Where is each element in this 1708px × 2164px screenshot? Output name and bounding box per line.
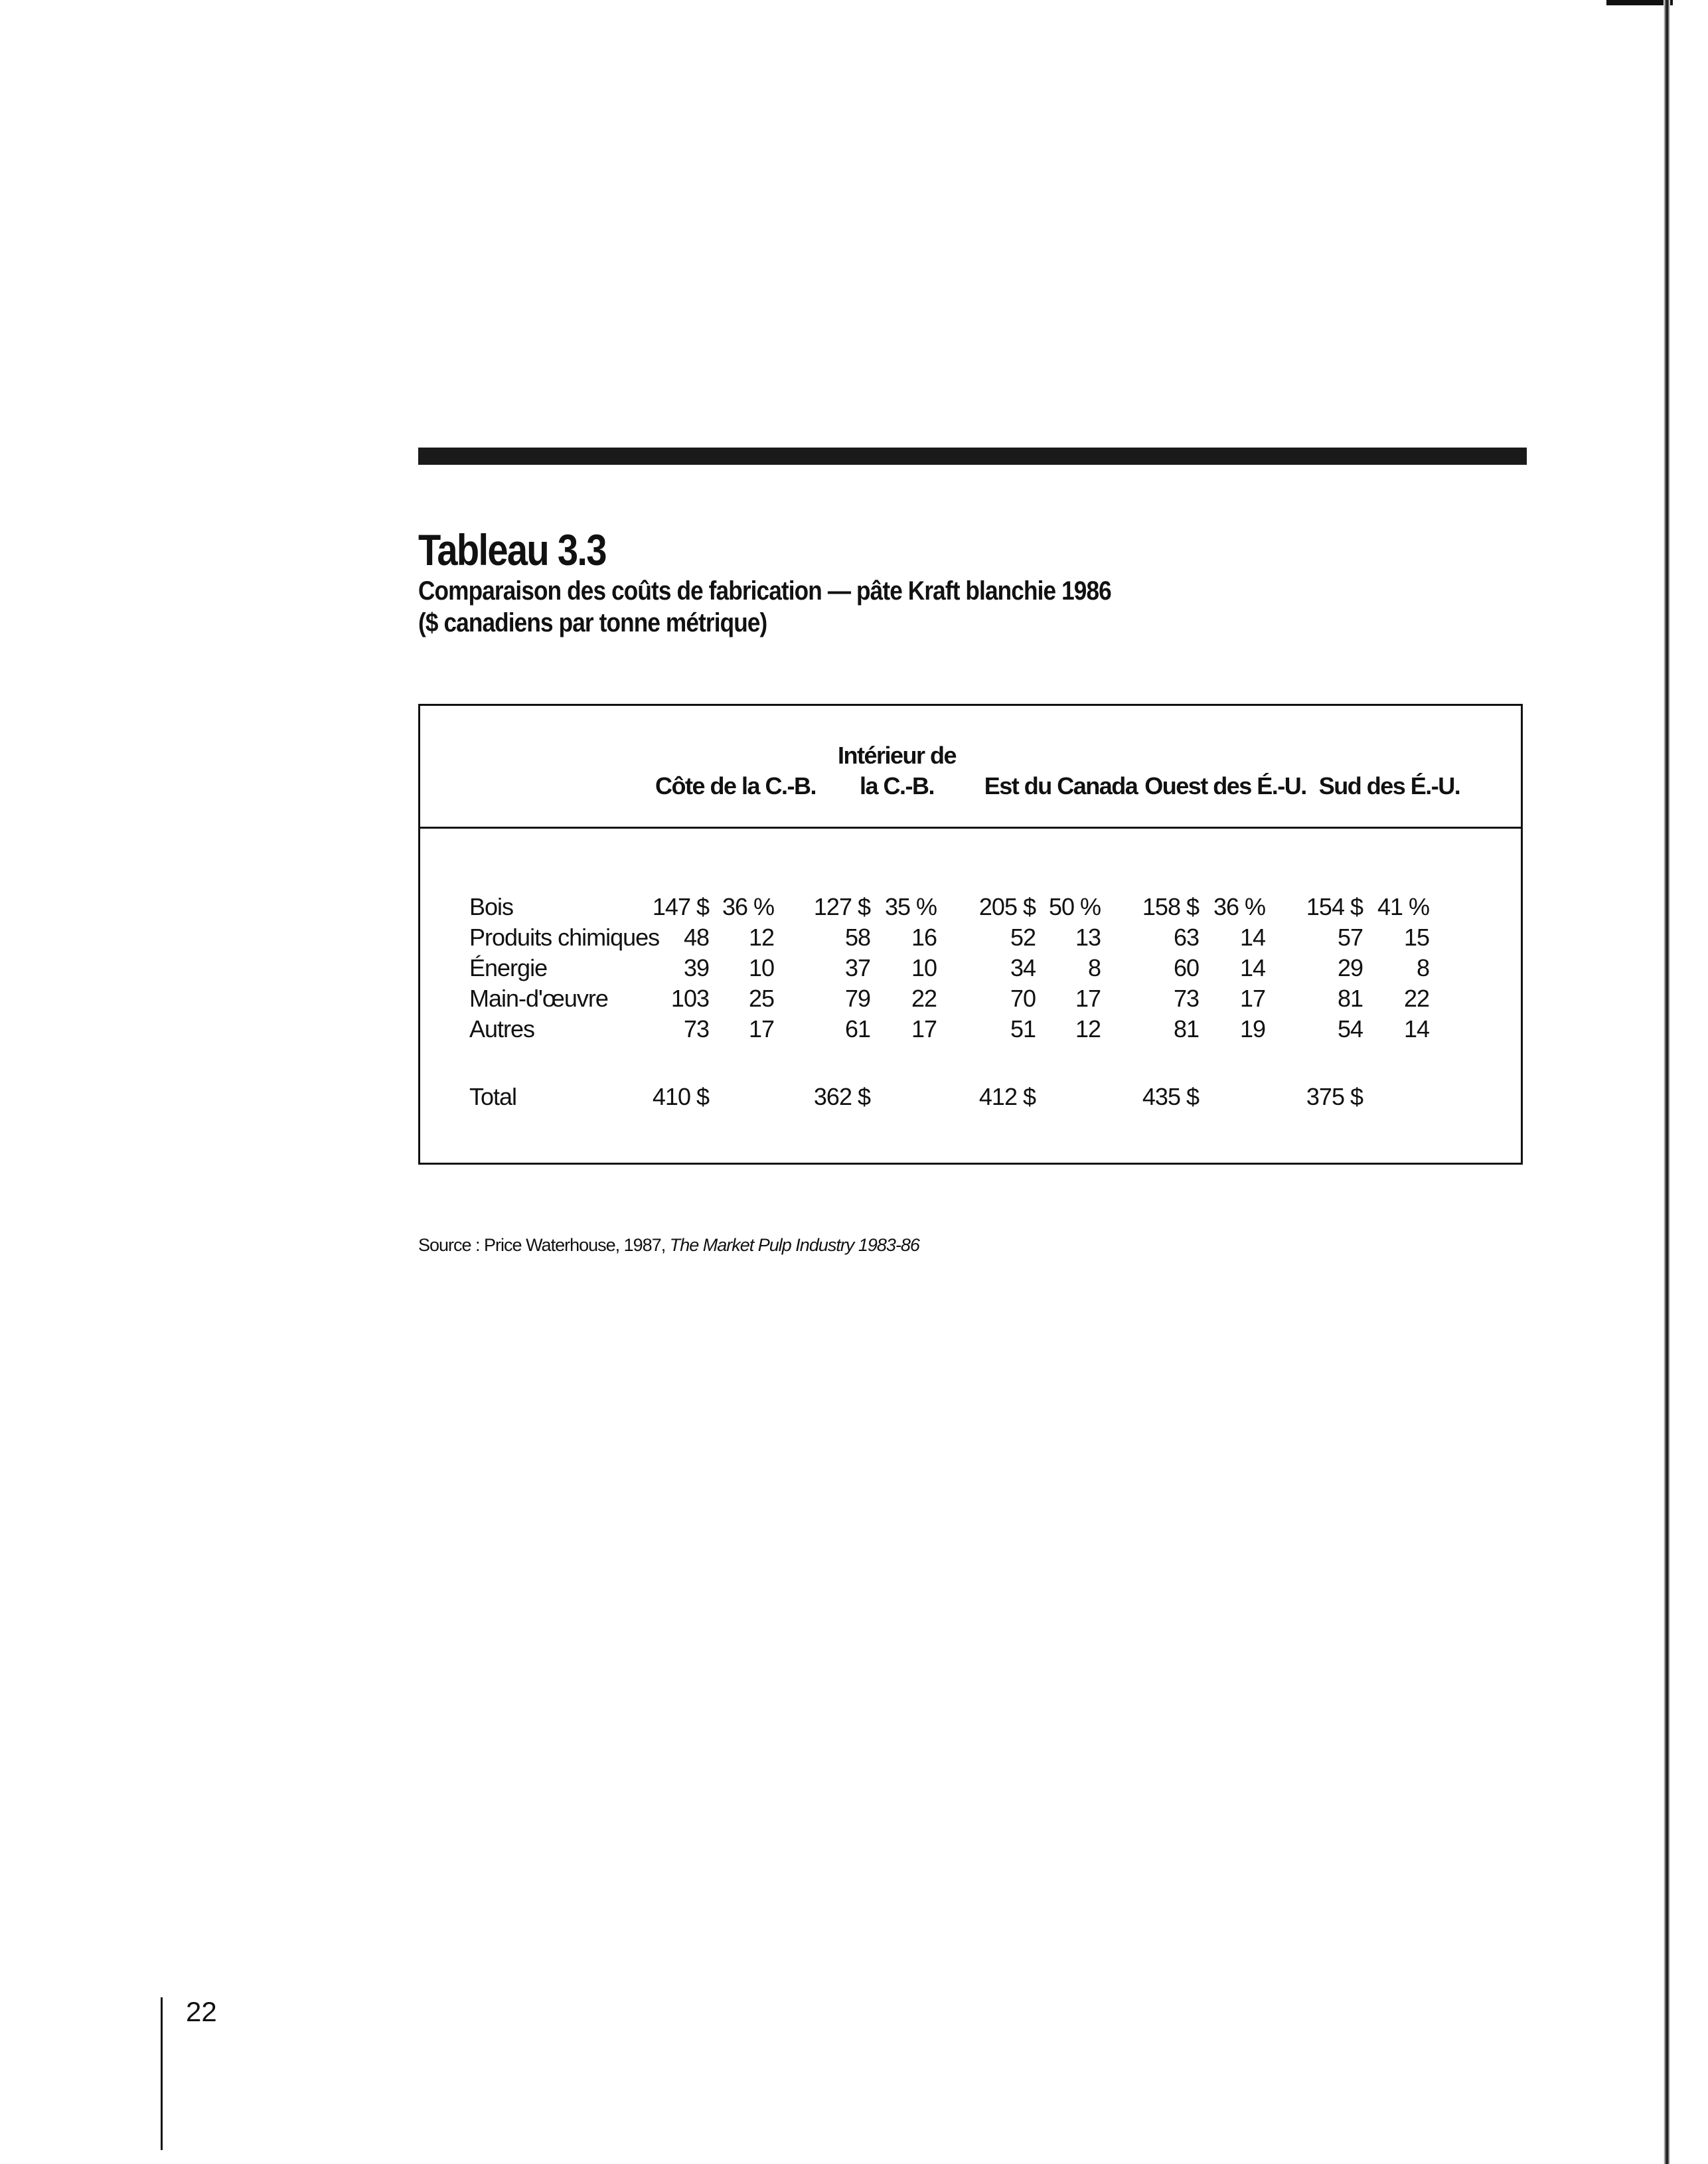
column-header: la C.-B.: [859, 772, 934, 799]
row-label: Produits chimiques: [469, 924, 660, 951]
total-value: 412 $: [978, 1083, 1036, 1110]
cost-percent: 22: [1403, 985, 1429, 1012]
cost-percent: 13: [1075, 924, 1101, 951]
total-value: 410 $: [652, 1083, 709, 1110]
cost-value: 39: [683, 954, 709, 981]
header-rule: [420, 827, 1521, 829]
cost-value: 37: [844, 954, 870, 981]
column-header: Côte de la C.-B.: [655, 772, 816, 799]
total-value: 435 $: [1142, 1083, 1199, 1110]
cost-value: 60: [1173, 954, 1199, 981]
cost-percent: 8: [1416, 954, 1429, 981]
row-label: Énergie: [469, 954, 548, 981]
cost-value: 63: [1173, 924, 1199, 951]
cost-value: 61: [844, 1015, 870, 1042]
cost-percent: 10: [748, 954, 774, 981]
cost-percent: 17: [1239, 985, 1265, 1012]
cost-value: 54: [1337, 1015, 1363, 1042]
top-rule: [418, 448, 1527, 465]
total-value: 362 $: [813, 1083, 870, 1110]
row-label: Bois: [469, 893, 514, 920]
column-header: Est du Canada: [984, 772, 1138, 799]
cost-value: 73: [1173, 985, 1199, 1012]
cost-value: 79: [844, 985, 870, 1012]
cost-percent: 22: [911, 985, 937, 1012]
total-value: 375 $: [1306, 1083, 1363, 1110]
cost-percent: 12: [748, 924, 774, 951]
cost-value: 205 $: [978, 893, 1036, 920]
margin-line: [161, 1997, 163, 2150]
cost-value: 70: [1010, 985, 1036, 1012]
cost-percent: 50 %: [1048, 893, 1101, 920]
cost-percent: 19: [1239, 1015, 1265, 1042]
source-prefix: Source : Price Waterhouse, 1987,: [418, 1235, 670, 1255]
cost-value: 154 $: [1306, 893, 1363, 920]
cost-value: 103: [670, 985, 709, 1012]
source-title: The Market Pulp Industry 1983-86: [669, 1235, 919, 1255]
cost-percent: 16: [911, 924, 937, 951]
table-heading: [418, 525, 1205, 639]
cost-percent: 8: [1087, 954, 1101, 981]
cost-value: 29: [1337, 954, 1363, 981]
cost-value: 57: [1337, 924, 1363, 951]
cost-percent: 41 %: [1377, 893, 1429, 920]
cost-value: 81: [1337, 985, 1363, 1012]
source-note: [418, 1234, 919, 1256]
cost-percent: 10: [911, 954, 937, 981]
column-header: Ouest des É.-U.: [1144, 772, 1306, 799]
column-header: Intérieur de: [837, 742, 957, 769]
cost-value: 127 $: [813, 893, 870, 920]
cost-percent: 15: [1403, 924, 1429, 951]
table-units: ($ canadiens par tonne métrique): [418, 608, 767, 637]
cost-value: 81: [1173, 1015, 1199, 1042]
cost-percent: 17: [748, 1015, 774, 1042]
cost-percent: 25: [748, 985, 774, 1012]
cost-percent: 17: [1075, 985, 1101, 1012]
cost-percent: 36 %: [722, 893, 774, 920]
cost-percent: 12: [1075, 1015, 1101, 1042]
cost-value: 58: [844, 924, 870, 951]
cost-percent: 14: [1239, 924, 1265, 951]
table-subtitle: Comparaison des coûts de fabrication — pâte Kraft blanchie 1986: [418, 576, 1111, 606]
cost-value: 34: [1010, 954, 1036, 981]
cost-percent: 17: [911, 1015, 937, 1042]
cost-value: 52: [1010, 924, 1036, 951]
page-number: 22: [186, 1996, 217, 2027]
cost-percent: 14: [1239, 954, 1265, 981]
total-label: Total: [469, 1083, 517, 1110]
cost-value: 51: [1010, 1015, 1036, 1042]
cost-value: 158 $: [1142, 893, 1199, 920]
cost-percent: 14: [1403, 1015, 1429, 1042]
page-edge-mark: [1606, 0, 1673, 5]
cost-percent: 36 %: [1213, 893, 1265, 920]
cost-value: 48: [683, 924, 709, 951]
cost-table: [418, 704, 1523, 1165]
cost-percent: 35 %: [884, 893, 937, 920]
cost-value: 73: [683, 1015, 709, 1042]
table-title: Tableau 3.3: [418, 525, 606, 574]
page-edge-shadow: [1664, 0, 1670, 2164]
cost-value: 147 $: [652, 893, 709, 920]
row-label: Autres: [469, 1015, 535, 1042]
column-header: Sud des É.-U.: [1318, 772, 1460, 799]
row-label: Main-d'œuvre: [469, 985, 608, 1012]
